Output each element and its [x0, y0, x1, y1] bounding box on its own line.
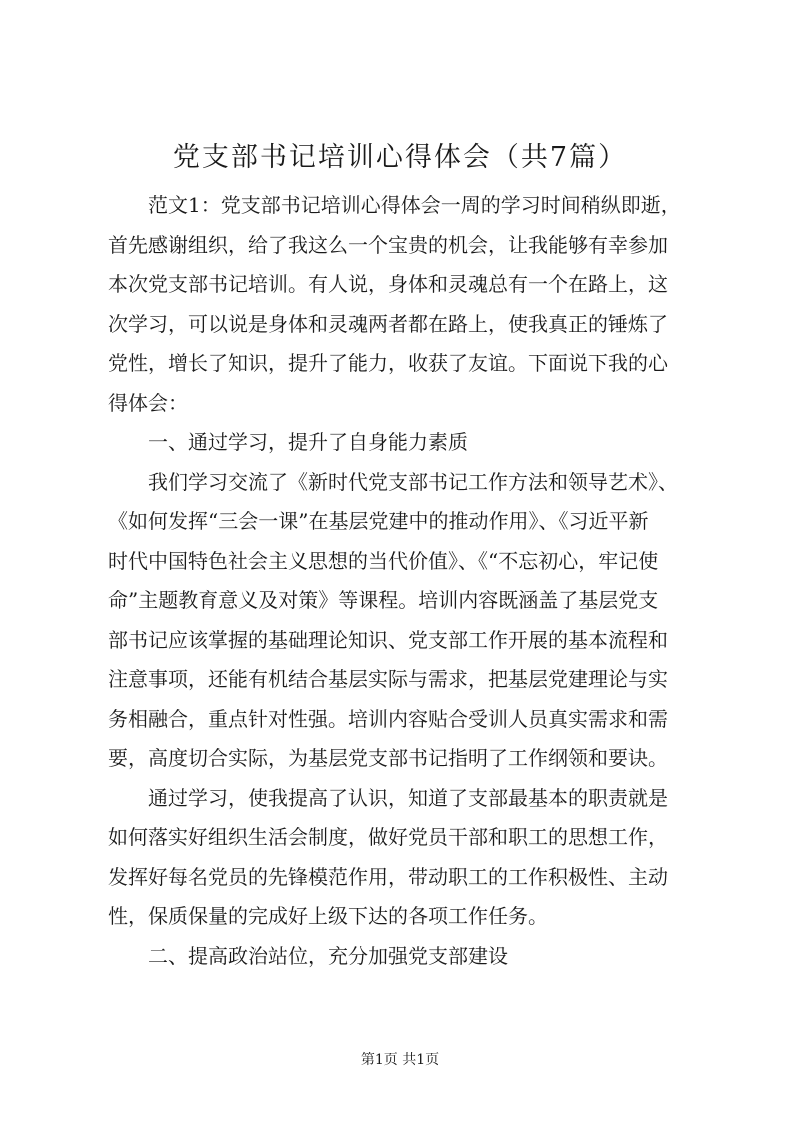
section-heading: 一、通过学习，提升了自身能力素质 — [148, 430, 468, 454]
paragraph-line: 部书记应该掌握的基础理论知识、党支部工作开展的基本流程和 — [108, 627, 668, 652]
paragraph-line: 通过学习，使我提高了认识，知道了支部最基本的职责就是 — [148, 785, 668, 810]
paragraph-line: 首先感谢组织，给了我这么一个宝贵的机会，让我能够有幸参加 — [108, 232, 668, 257]
paragraph-line: 党性，增长了知识，提升了能力，收获了友谊。下面说下我的心 — [108, 351, 668, 375]
paragraph-line: 要，高度切合实际，为基层党支部书记指明了工作纲领和要诀。 — [108, 746, 668, 770]
paragraph-line: 如何落实好组织生活会制度，做好党员干部和职工的思想工作， — [108, 825, 668, 849]
paragraph-line: 时代中国特色社会主义思想的当代价值》、《“不忘初心，牢记使 — [108, 548, 659, 573]
paragraph-line: 注意事项，还能有机结合基层实际与需求，把基层党建理论与实 — [108, 667, 668, 691]
paragraph-line: 得体会： — [108, 390, 188, 415]
paragraph-line: 命”主题教育意义及对策》等课程。培训内容既涵盖了基层党支 — [108, 588, 659, 612]
document-title: 党支部书记培训心得体会（共7篇） — [172, 142, 628, 173]
document-body — [108, 186, 698, 976]
paragraph-line: 本次党支部书记培训。有人说，身体和灵魂总有一个在路上，这 — [108, 272, 668, 296]
paragraph-line: 务相融合，重点针对性强。培训内容贴合受训人员真实需求和需 — [108, 706, 668, 731]
section-heading: 二、提高政治站位，充分加强党支部建设 — [148, 943, 508, 968]
paragraph-line: 《如何发挥“三会一课”在基层党建中的推动作用》、《习近平新 — [108, 509, 649, 533]
paragraph-line: 范文1：党支部书记培训心得体会一周的学习时间稍纵即逝， — [148, 193, 681, 217]
paragraph-line: 性，保质保量的完成好上级下达的各项工作任务。 — [108, 904, 548, 928]
page-footer: 第1页 共1页 — [360, 1052, 440, 1068]
paragraph-line: 发挥好每名党员的先锋模范作用，带动职工的工作积极性、主动 — [108, 864, 668, 889]
paragraph-line: 次学习，可以说是身体和灵魂两者都在路上，使我真正的锤炼了 — [108, 311, 668, 336]
paragraph-line: 我们学习交流了《新时代党支部书记工作方法和领导艺术》、 — [148, 469, 678, 494]
